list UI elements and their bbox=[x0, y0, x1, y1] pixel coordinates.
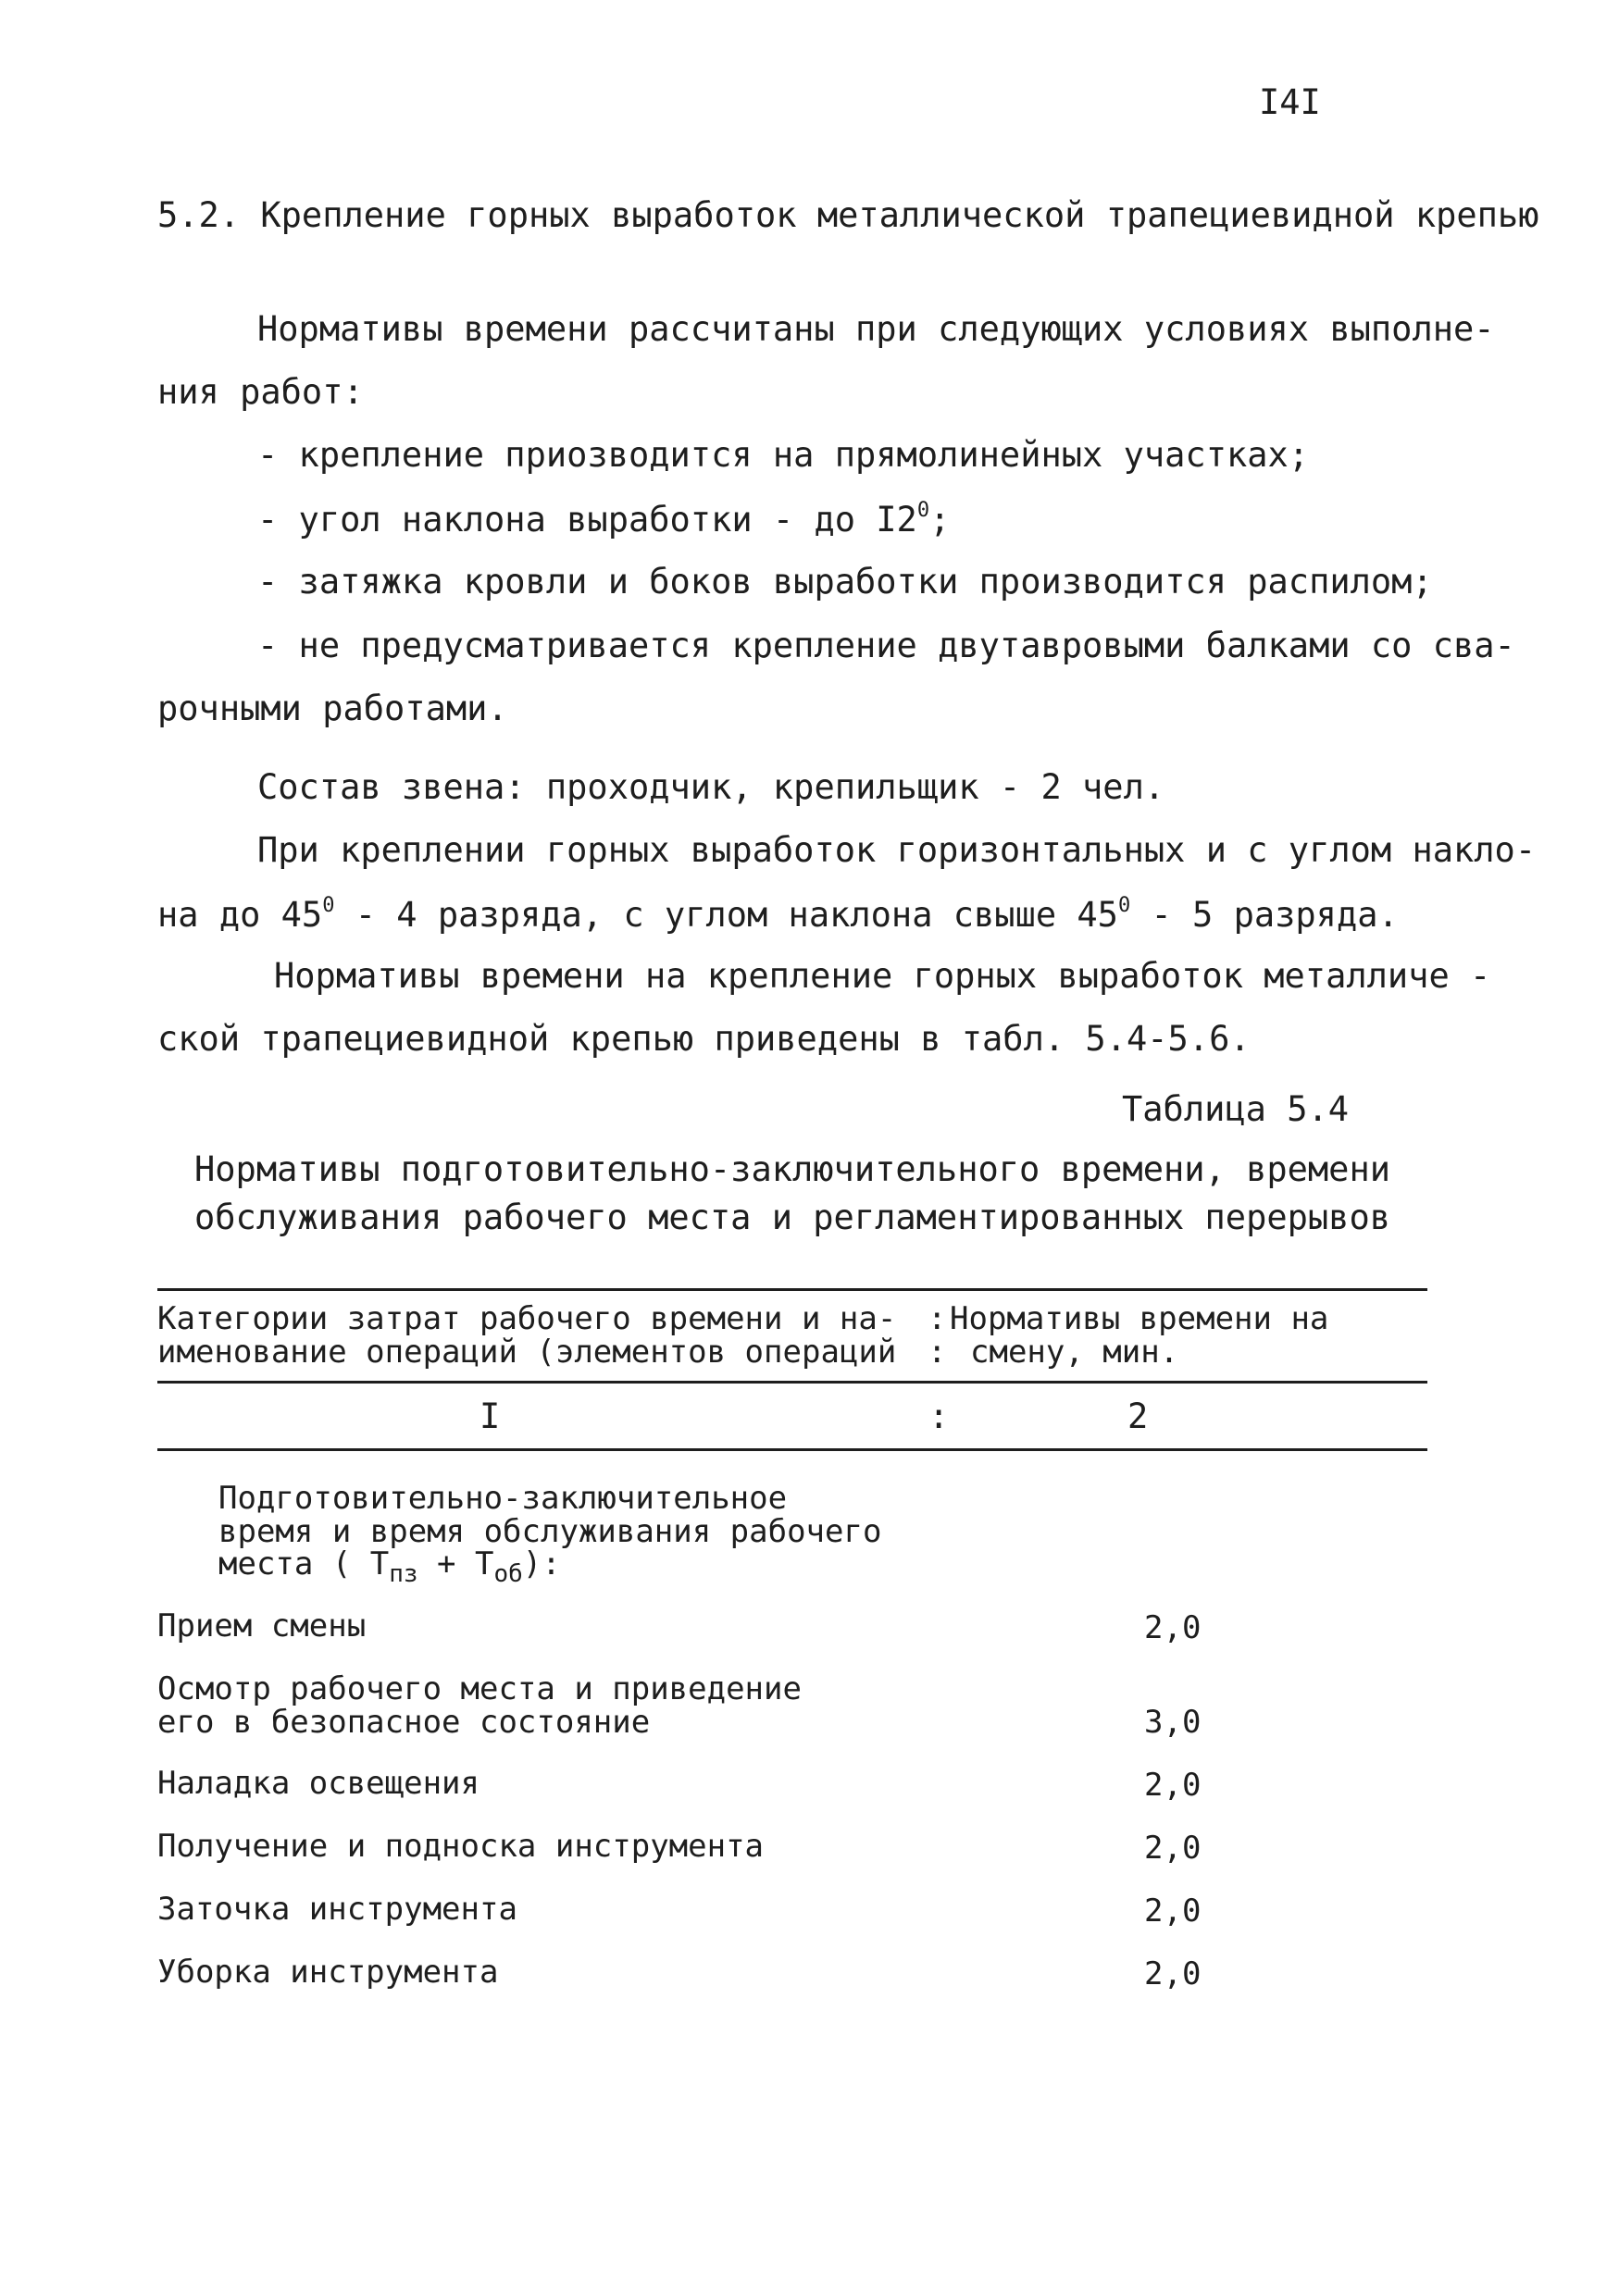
column-numbers-rule bbox=[157, 1448, 1427, 1451]
row-value-4: 2,0 bbox=[1144, 1830, 1202, 1867]
row-name-4: Получение и подноска инструмента bbox=[157, 1828, 765, 1865]
row-value-2: 3,0 bbox=[1144, 1704, 1202, 1741]
header-bottom-rule bbox=[157, 1381, 1427, 1384]
header-right: Нормативы времени на смену, мин. bbox=[950, 1300, 1329, 1371]
header-left: Категории затрат рабочего времени и на- именование операций (элементов операций bbox=[157, 1300, 897, 1371]
row-name-3: Наладка освещения bbox=[157, 1765, 479, 1802]
grade-line-2: на до $45^0 - 4$ разряда, с углом наклона свыше $45^0 - 5$ разряда. bbox=[157, 894, 1399, 935]
table-label: Таблица 5.4 bbox=[1122, 1089, 1350, 1129]
reference-line-1: Нормативы времени на крепление горных выработок металличе - bbox=[274, 956, 1491, 996]
row-value-5: 2,0 bbox=[1144, 1893, 1202, 1930]
column-number-separator: : bbox=[928, 1396, 950, 1436]
section-heading: 5.2. Крепление горных выработок металлической трапециевидной крепью bbox=[157, 195, 1539, 235]
condition-4-line-2: рочными работами. bbox=[157, 689, 508, 728]
header-separator: : : bbox=[928, 1300, 947, 1371]
group-heading: Подготовительно-заключительное время и время обслуживания рабочего места ( $Т_{пз} + Т_{об}$): bbox=[218, 1480, 882, 1589]
grade-line-1: При креплении горных выработок горизонтальных и с углом накло- bbox=[257, 830, 1537, 870]
row-name-6: Уборка инструмента bbox=[157, 1954, 499, 1991]
row-name-5: Заточка инструмента bbox=[157, 1891, 517, 1928]
row-name-1: Прием смены bbox=[157, 1607, 367, 1644]
condition-2: - угол наклона выработки - до $I2^0$; bbox=[257, 499, 951, 540]
row-value-1: 2,0 bbox=[1144, 1609, 1202, 1646]
intro-line-1: Нормативы времени рассчитаны при следующих условиях выполне- bbox=[257, 309, 1495, 349]
condition-3: - затяжка кровли и боков выработки производится распилом; bbox=[257, 562, 1433, 602]
condition-1: - крепление приозводится на прямолинейных участках; bbox=[257, 435, 1310, 475]
intro-line-2: ния работ: bbox=[157, 372, 364, 412]
row-value-6: 2,0 bbox=[1144, 1955, 1202, 1992]
page-number: I4I bbox=[1259, 82, 1321, 122]
table-top-rule bbox=[157, 1288, 1427, 1291]
column-number-2: 2 bbox=[1127, 1396, 1149, 1436]
row-name-2: Осмотр рабочего места и приведение его в безопасное состояние bbox=[157, 1670, 802, 1741]
table-title-line-2: обслуживания рабочего места и регламентированных перерывов bbox=[194, 1198, 1391, 1237]
row-value-3: 2,0 bbox=[1144, 1767, 1202, 1804]
reference-line-2: ской трапециевидной крепью приведены в табл. 5.4-5.6. bbox=[157, 1019, 1251, 1059]
table-title-line-1: Нормативы подготовительно-заключительного времени, времени bbox=[194, 1149, 1391, 1189]
condition-4-line-1: - не предусматривается крепление двутавровыми балками со сва- bbox=[257, 626, 1515, 665]
column-number-1: I bbox=[479, 1396, 501, 1436]
crew-composition: Состав звена: проходчик, крепильщик - 2 чел. bbox=[257, 767, 1165, 807]
